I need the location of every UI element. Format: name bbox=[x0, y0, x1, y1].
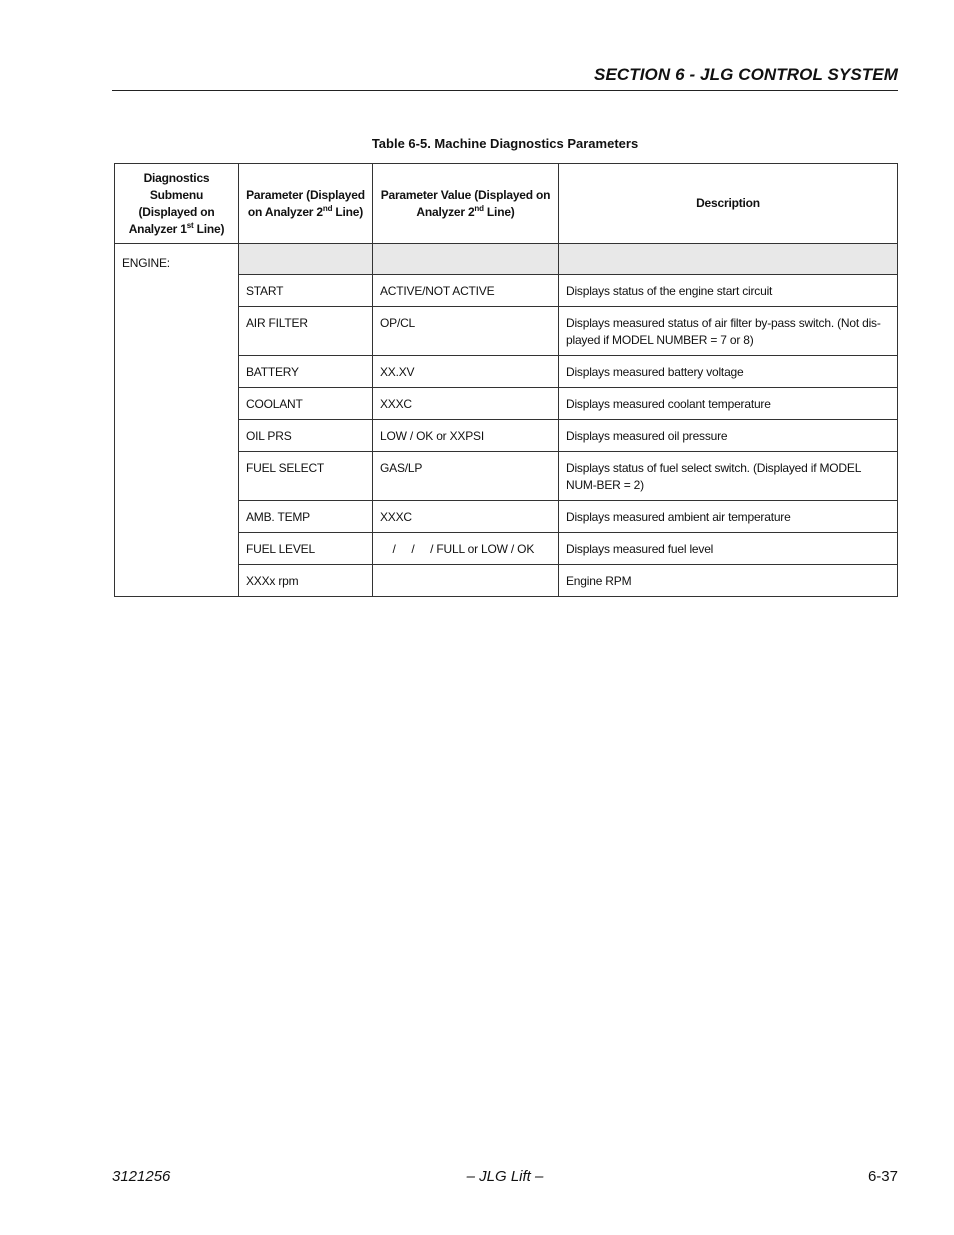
description-cell: Engine RPM bbox=[559, 565, 898, 597]
value-cell bbox=[373, 565, 559, 597]
footer-brand: – JLG Lift – bbox=[466, 1168, 544, 1185]
description-cell: Displays measured coolant temperature bbox=[559, 388, 898, 420]
column-header-value: Parameter Value (Displayed on Analyzer 2nd Line) bbox=[373, 164, 559, 244]
value-cell: ACTIVE/NOT ACTIVE bbox=[373, 275, 559, 307]
parameter-cell: START bbox=[239, 275, 373, 307]
parameter-cell: FUEL SELECT bbox=[239, 452, 373, 501]
value-cell: GAS/LP bbox=[373, 452, 559, 501]
column-header-parameter: Parameter (Displayed on Analyzer 2nd Line) bbox=[239, 164, 373, 244]
table-header-row bbox=[115, 164, 898, 244]
column-header-description: Description bbox=[559, 164, 898, 244]
shaded-cell bbox=[559, 244, 898, 275]
value-cell: XXXC bbox=[373, 388, 559, 420]
parameter-cell: OIL PRS bbox=[239, 420, 373, 452]
table-row bbox=[115, 244, 898, 275]
parameter-cell: AMB. TEMP bbox=[239, 501, 373, 533]
parameter-cell: BATTERY bbox=[239, 356, 373, 388]
value-cell: XX.XV bbox=[373, 356, 559, 388]
value-cell: OP/CL bbox=[373, 307, 559, 356]
table-caption: Table 6-5. Machine Diagnostics Parameters bbox=[371, 136, 639, 151]
description-cell: Displays measured status of air filter by-pass switch. (Not dis-played if MODEL NUMBER = 7 or 8) bbox=[559, 307, 898, 356]
submenu-cell-engine: ENGINE: bbox=[115, 244, 239, 597]
section-title: SECTION 6 - JLG CONTROL SYSTEM bbox=[594, 65, 898, 84]
shaded-cell bbox=[373, 244, 559, 275]
page-footer bbox=[112, 1168, 898, 1188]
parameter-cell: COOLANT bbox=[239, 388, 373, 420]
description-cell: Displays measured oil pressure bbox=[559, 420, 898, 452]
page-number: 6-37 bbox=[867, 1168, 898, 1185]
parameter-cell: FUEL LEVEL bbox=[239, 533, 373, 565]
description-cell: Displays measured fuel level bbox=[559, 533, 898, 565]
parameter-cell: XXXx rpm bbox=[239, 565, 373, 597]
description-cell: Displays status of fuel select switch. (Displayed if MODEL NUM-BER = 2) bbox=[559, 452, 898, 501]
page-header bbox=[112, 64, 898, 91]
document-number: 3121256 bbox=[112, 1168, 171, 1185]
column-header-submenu: Diagnostics Submenu (Displayed on Analyzer 1st Line) bbox=[115, 164, 239, 244]
description-cell: Displays measured battery voltage bbox=[559, 356, 898, 388]
description-cell: Displays status of the engine start circuit bbox=[559, 275, 898, 307]
value-cell: / / / FULL or LOW / OK bbox=[373, 533, 559, 565]
diagnostics-table bbox=[114, 163, 898, 597]
parameter-cell: AIR FILTER bbox=[239, 307, 373, 356]
description-cell: Displays measured ambient air temperature bbox=[559, 501, 898, 533]
shaded-cell bbox=[239, 244, 373, 275]
value-cell: LOW / OK or XXPSI bbox=[373, 420, 559, 452]
value-cell: XXXC bbox=[373, 501, 559, 533]
